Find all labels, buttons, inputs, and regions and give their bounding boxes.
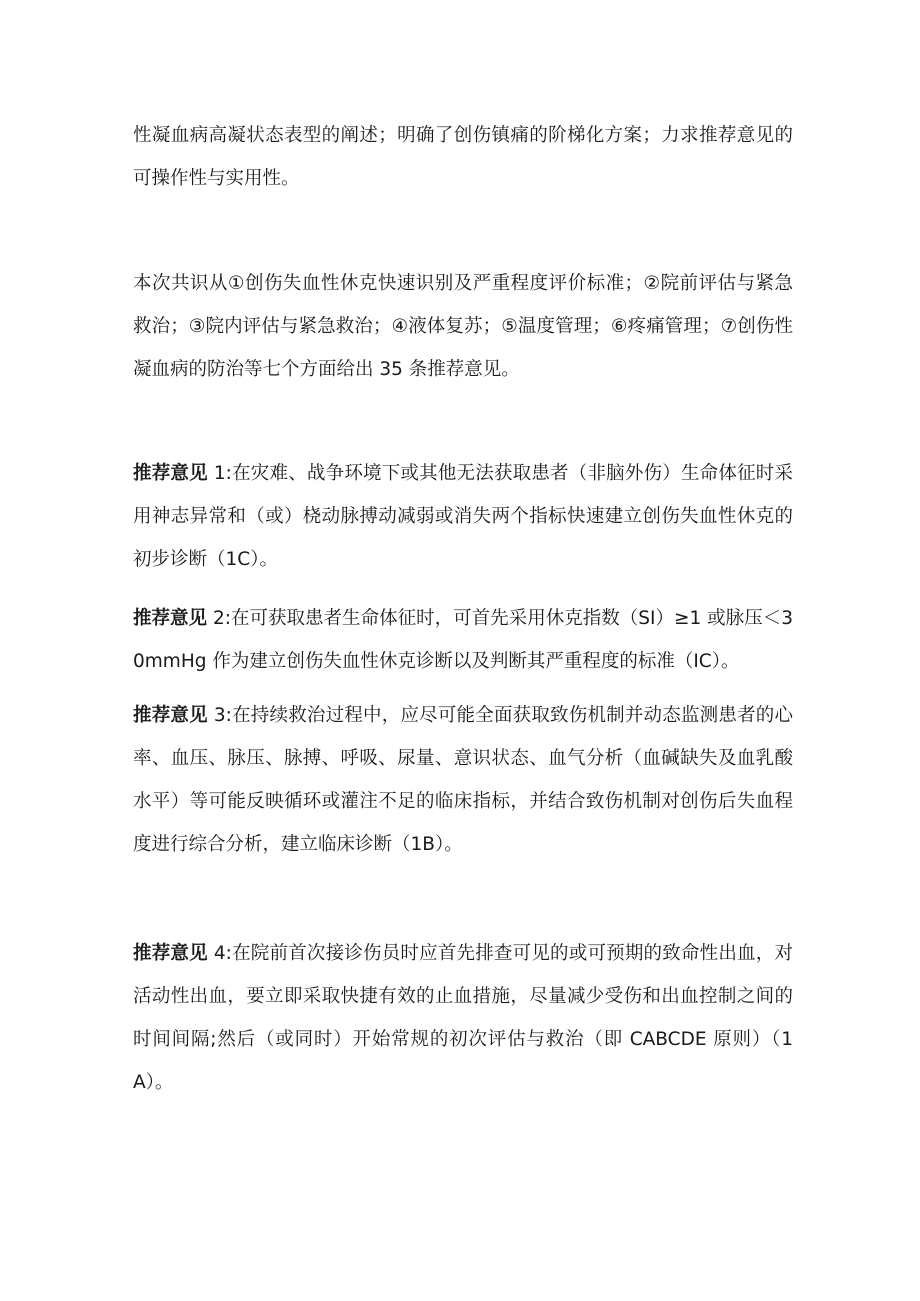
scope-text: 本次共识从①创伤失血性休克快速识别及严重程度评价标准；②院前评估与紧急救治；③院内评估与紧急救治；④液体复苏；⑤温度管理；⑥疼痛管理；⑦创伤性凝血病的防治等七个方面给出 35 条推荐意见。 (133, 273, 793, 380)
recommendation-label: 推荐意见 (133, 463, 208, 484)
recommendation-2 (133, 597, 793, 683)
recommendation-label: 推荐意见 (133, 943, 208, 964)
recommendation-4 (133, 932, 793, 1104)
recommendation-3 (133, 694, 793, 866)
intro-paragraph (133, 114, 793, 200)
recommendation-1 (133, 452, 793, 581)
recommendation-label: 推荐意见 (133, 608, 208, 629)
recommendation-text: 2:在可获取患者生命体征时，可首先采用休克指数（SI）≥1 或脉压＜30mmHg 作为建立创伤失血性休克诊断以及判断其严重程度的标准（IC）。 (133, 608, 793, 672)
scope-paragraph (133, 262, 793, 391)
recommendation-text: 3:在持续救治过程中，应尽可能全面获取致伤机制并动态监测患者的心率、血压、脉压、脉搏、呼吸、尿量、意识状态、血气分析（血碱缺失及血乳酸水平）等可能反映循环或灌注不足的临床指标，并结合致伤机制对创伤后失血程度进行综合分析，建立临床诊断（1B）。 (133, 705, 793, 855)
recommendation-text: 4:在院前首次接诊伤员时应首先排查可见的或可预期的致命性出血，对活动性出血，要立即采取快捷有效的止血措施，尽量减少受伤和出血控制之间的时间间隔;然后（或同时）开始常规的初次评估与救治（即 CABCDE 原则）（1A）。 (133, 943, 793, 1093)
intro-text: 性凝血病高凝状态表型的阐述；明确了创伤镇痛的阶梯化方案；力求推荐意见的可操作性与实用性。 (133, 125, 793, 189)
recommendation-text: 1:在灾难、战争环境下或其他无法获取患者（非脑外伤）生命体征时采用神志异常和（或）桡动脉搏动减弱或消失两个指标快速建立创伤失血性休克的初步诊断（1C）。 (133, 463, 793, 570)
recommendation-label: 推荐意见 (133, 705, 208, 726)
